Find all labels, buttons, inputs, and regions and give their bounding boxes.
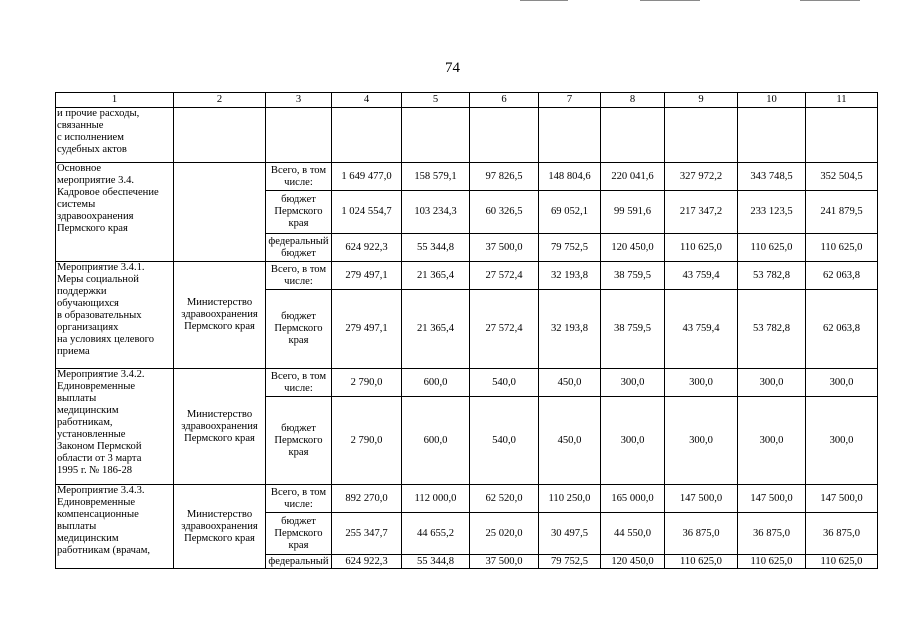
source-label: бюджет Пермского края [266, 290, 332, 369]
value-cell: 110 625,0 [665, 555, 738, 569]
value-cell: 158 579,1 [402, 163, 470, 191]
value-cell: 217 347,2 [665, 191, 738, 234]
value-cell: 110 625,0 [806, 555, 878, 569]
column-header: 11 [806, 93, 878, 108]
value-cell: 55 344,8 [402, 234, 470, 262]
empty-cell [266, 108, 332, 163]
value-cell: 624 922,3 [332, 234, 402, 262]
source-label: бюджет Пермского края [266, 191, 332, 234]
value-cell [470, 108, 539, 163]
value-cell [806, 108, 878, 163]
value-cell: 165 000,0 [601, 485, 665, 513]
value-cell: 37 500,0 [470, 234, 539, 262]
value-cell: 279 497,1 [332, 262, 402, 290]
value-cell: 1 024 554,7 [332, 191, 402, 234]
source-label: Всего, в том числе: [266, 262, 332, 290]
value-cell: 110 625,0 [738, 234, 806, 262]
value-cell: 38 759,5 [601, 290, 665, 369]
value-cell: 36 875,0 [806, 513, 878, 555]
value-cell: 120 450,0 [601, 555, 665, 569]
value-cell: 60 326,5 [470, 191, 539, 234]
value-cell [738, 108, 806, 163]
value-cell: 1 649 477,0 [332, 163, 402, 191]
value-cell [665, 108, 738, 163]
value-cell: 110 250,0 [539, 485, 601, 513]
value-cell: 110 625,0 [806, 234, 878, 262]
empty-cell [174, 108, 266, 163]
executor-cell [174, 163, 266, 262]
header-row [56, 93, 878, 108]
value-cell: 241 879,5 [806, 191, 878, 234]
measure-name: Основное мероприятие 3.4. Кадровое обеспечение системы здравоохранения Пермского края [56, 163, 174, 262]
scan-artifact-line [640, 0, 700, 1]
value-cell: 352 504,5 [806, 163, 878, 191]
source-label: Всего, в том числе: [266, 485, 332, 513]
source-label: бюджет Пермского края [266, 513, 332, 555]
column-header: 5 [402, 93, 470, 108]
table-row [56, 369, 878, 397]
value-cell: 27 572,4 [470, 290, 539, 369]
value-cell: 255 347,7 [332, 513, 402, 555]
column-header: 6 [470, 93, 539, 108]
value-cell: 62 063,8 [806, 290, 878, 369]
value-cell [601, 108, 665, 163]
value-cell: 279 497,1 [332, 290, 402, 369]
table-row [56, 485, 878, 513]
value-cell: 32 193,8 [539, 290, 601, 369]
column-header: 8 [601, 93, 665, 108]
value-cell: 97 826,5 [470, 163, 539, 191]
value-cell [539, 108, 601, 163]
value-cell: 62 520,0 [470, 485, 539, 513]
column-header: 7 [539, 93, 601, 108]
value-cell: 110 625,0 [665, 234, 738, 262]
value-cell: 44 655,2 [402, 513, 470, 555]
table-row [56, 163, 878, 191]
value-cell: 300,0 [665, 369, 738, 397]
value-cell [332, 108, 402, 163]
value-cell: 30 497,5 [539, 513, 601, 555]
column-header: 2 [174, 93, 266, 108]
budget-table [55, 92, 878, 569]
value-cell: 112 000,0 [402, 485, 470, 513]
value-cell: 32 193,8 [539, 262, 601, 290]
table-row [56, 108, 878, 163]
value-cell: 147 500,0 [806, 485, 878, 513]
value-cell: 148 804,6 [539, 163, 601, 191]
value-cell: 21 365,4 [402, 262, 470, 290]
column-header: 3 [266, 93, 332, 108]
value-cell: 2 790,0 [332, 397, 402, 485]
column-header: 10 [738, 93, 806, 108]
value-cell: 69 052,1 [539, 191, 601, 234]
scan-artifact-line [520, 0, 568, 1]
executor-cell: Министерство здравоохранения Пермского края [174, 369, 266, 485]
value-cell: 624 922,3 [332, 555, 402, 569]
source-label: Всего, в том числе: [266, 163, 332, 191]
value-cell: 36 875,0 [738, 513, 806, 555]
source-label: Всего, в том числе: [266, 369, 332, 397]
value-cell: 540,0 [470, 369, 539, 397]
value-cell: 120 450,0 [601, 234, 665, 262]
source-label: федеральный [266, 555, 332, 569]
table-row [56, 262, 878, 290]
value-cell: 99 591,6 [601, 191, 665, 234]
value-cell: 147 500,0 [738, 485, 806, 513]
value-cell: 43 759,4 [665, 262, 738, 290]
value-cell: 300,0 [806, 397, 878, 485]
value-cell: 55 344,8 [402, 555, 470, 569]
value-cell: 25 020,0 [470, 513, 539, 555]
value-cell: 300,0 [665, 397, 738, 485]
value-cell: 300,0 [738, 369, 806, 397]
value-cell: 38 759,5 [601, 262, 665, 290]
value-cell: 600,0 [402, 397, 470, 485]
value-cell: 103 234,3 [402, 191, 470, 234]
value-cell: 110 625,0 [738, 555, 806, 569]
source-label: бюджет Пермского края [266, 397, 332, 485]
value-cell: 21 365,4 [402, 290, 470, 369]
value-cell [402, 108, 470, 163]
value-cell: 2 790,0 [332, 369, 402, 397]
source-label: федеральный бюджет [266, 234, 332, 262]
value-cell: 892 270,0 [332, 485, 402, 513]
value-cell: 36 875,0 [665, 513, 738, 555]
page-number: 74 [445, 60, 460, 76]
measure-name: и прочие расходы, связанные с исполнением судебных актов [56, 108, 174, 163]
column-header: 9 [665, 93, 738, 108]
value-cell: 79 752,5 [539, 555, 601, 569]
value-cell: 44 550,0 [601, 513, 665, 555]
executor-cell: Министерство здравоохранения Пермского края [174, 485, 266, 569]
value-cell: 450,0 [539, 397, 601, 485]
value-cell: 53 782,8 [738, 290, 806, 369]
executor-cell: Министерство здравоохранения Пермского края [174, 262, 266, 369]
value-cell: 62 063,8 [806, 262, 878, 290]
value-cell: 37 500,0 [470, 555, 539, 569]
value-cell: 300,0 [601, 397, 665, 485]
column-header: 4 [332, 93, 402, 108]
value-cell: 450,0 [539, 369, 601, 397]
measure-name: Мероприятие 3.4.3. Единовременные компенсационные выплаты медицинским работникам (врачам, [56, 485, 174, 569]
value-cell: 540,0 [470, 397, 539, 485]
value-cell: 233 123,5 [738, 191, 806, 234]
value-cell: 79 752,5 [539, 234, 601, 262]
value-cell: 300,0 [806, 369, 878, 397]
scan-artifact-line [800, 0, 860, 1]
measure-name: Мероприятие 3.4.2. Единовременные выплаты медицинским работникам, установленные Законом Пермской области от 3 марта 1995 г. № 186-28 [56, 369, 174, 485]
value-cell: 220 041,6 [601, 163, 665, 191]
value-cell: 147 500,0 [665, 485, 738, 513]
value-cell: 27 572,4 [470, 262, 539, 290]
value-cell: 300,0 [738, 397, 806, 485]
value-cell: 600,0 [402, 369, 470, 397]
value-cell: 53 782,8 [738, 262, 806, 290]
measure-name: Мероприятие 3.4.1. Меры социальной поддержки обучающихся в образовательных организациях на условиях целевого приема [56, 262, 174, 369]
value-cell: 327 972,2 [665, 163, 738, 191]
value-cell: 300,0 [601, 369, 665, 397]
value-cell: 343 748,5 [738, 163, 806, 191]
value-cell: 43 759,4 [665, 290, 738, 369]
column-header: 1 [56, 93, 174, 108]
